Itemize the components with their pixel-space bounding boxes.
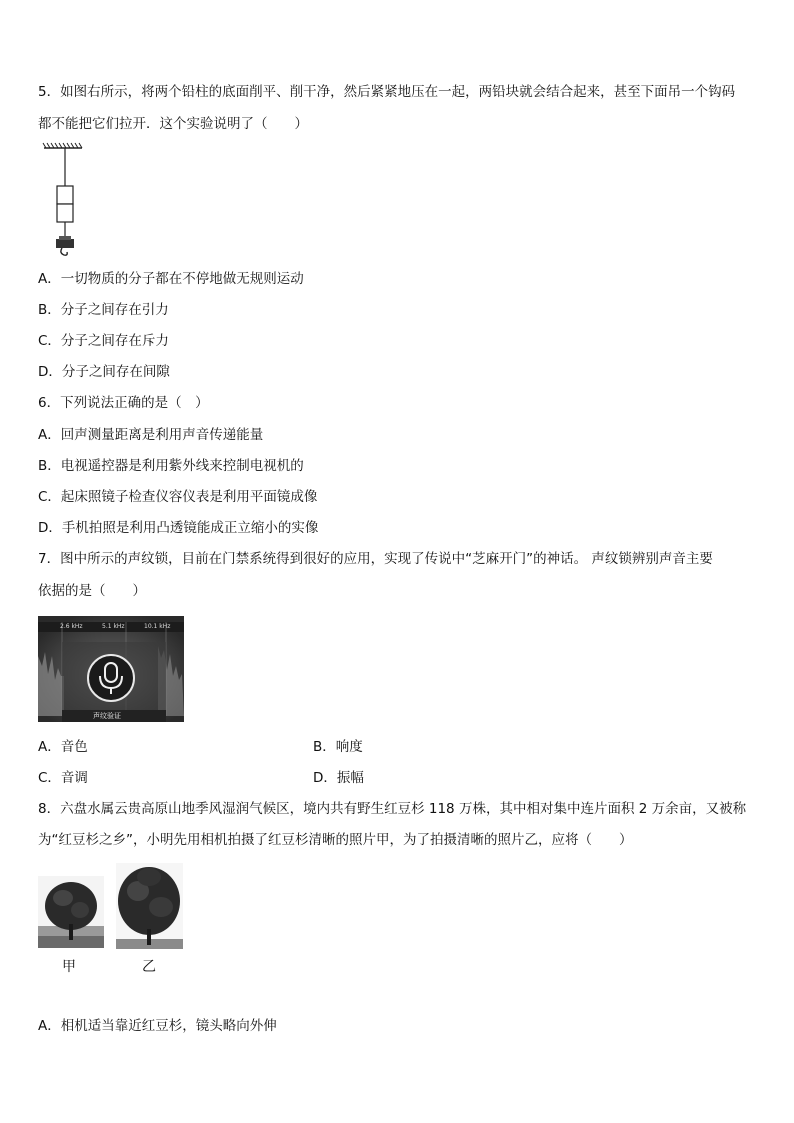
q7-option-b: B．响度 bbox=[313, 739, 363, 755]
freq-label-3: 10.1 kHz bbox=[144, 623, 171, 630]
q5-option-c: C．分子之间存在斥力 bbox=[38, 333, 169, 349]
q5-option-d: D．分子之间存在间隙 bbox=[38, 364, 170, 380]
ceiling-support bbox=[43, 143, 82, 148]
q5-stem-line1: 5．如图右所示，将两个铅柱的底面削平、削干净，然后紧紧地压在一起，两铅块就会结合起来，甚至下面吊一个钩码 bbox=[38, 84, 736, 100]
q7-voiceprint-lock-image bbox=[38, 616, 184, 722]
q7-stem-line1: 7．图中所示的声纹锁，目前在门禁系统得到很好的应用，实现了传说中“芝麻开门”的神话。 声纹锁辨别声音主要 bbox=[38, 551, 713, 567]
freq-label-2: 5.1 kHz bbox=[102, 623, 125, 630]
q7-stem-line2: 依据的是（ ） bbox=[38, 583, 146, 599]
q8-photo-yi bbox=[116, 863, 183, 949]
q5-option-a: A．一切物质的分子都在不停地做无规则运动 bbox=[38, 271, 304, 287]
q5-option-b: B．分子之间存在引力 bbox=[38, 302, 169, 318]
q7-option-a: A．音色 bbox=[38, 739, 88, 755]
q5-lead-cylinder-figure bbox=[40, 142, 90, 258]
q6-option-a: A．回声测量距离是利用声音传递能量 bbox=[38, 427, 264, 443]
lead-cylinder-lower bbox=[57, 204, 73, 222]
lead-cylinder-upper bbox=[57, 186, 73, 204]
q7-option-d: D．振幅 bbox=[313, 770, 364, 786]
q5-stem-line2: 都不能把它们拉开．这个实验说明了（ ） bbox=[38, 116, 308, 132]
photo-label-yi: 乙 bbox=[142, 959, 156, 975]
q8-option-a: A．相机适当靠近红豆杉，镜头略向外伸 bbox=[38, 1018, 277, 1034]
freq-label-1: 2.6 kHz bbox=[60, 623, 83, 630]
q6-option-c: C．起床照镜子检查仪容仪表是利用平面镜成像 bbox=[38, 489, 318, 505]
q6-stem: 6．下列说法正确的是（ ） bbox=[38, 395, 209, 411]
q6-option-d: D．手机拍照是利用凸透镜能成正立缩小的实像 bbox=[38, 520, 319, 536]
q8-photo-jia bbox=[38, 876, 104, 948]
q8-stem-line1: 8．六盘水属云贵高原山地季风湿润气候区，境内共有野生红豆杉 118 万株，其中相对集中连片面积 2 万余亩，又被称 bbox=[38, 801, 747, 817]
q7-option-c: C．音调 bbox=[38, 770, 88, 786]
voiceprint-caption: 声纹验证 bbox=[93, 712, 121, 720]
photo-label-jia: 甲 bbox=[62, 959, 76, 975]
q8-stem-line2: 为“红豆杉之乡”，小明先用相机拍摄了红豆杉清晰的照片甲，为了拍摄清晰的照片乙，应将（ ） bbox=[38, 832, 633, 848]
hook-weight bbox=[56, 236, 74, 255]
q6-option-b: B．电视遥控器是利用紫外线来控制电视机的 bbox=[38, 458, 304, 474]
microphone-icon bbox=[88, 655, 134, 701]
